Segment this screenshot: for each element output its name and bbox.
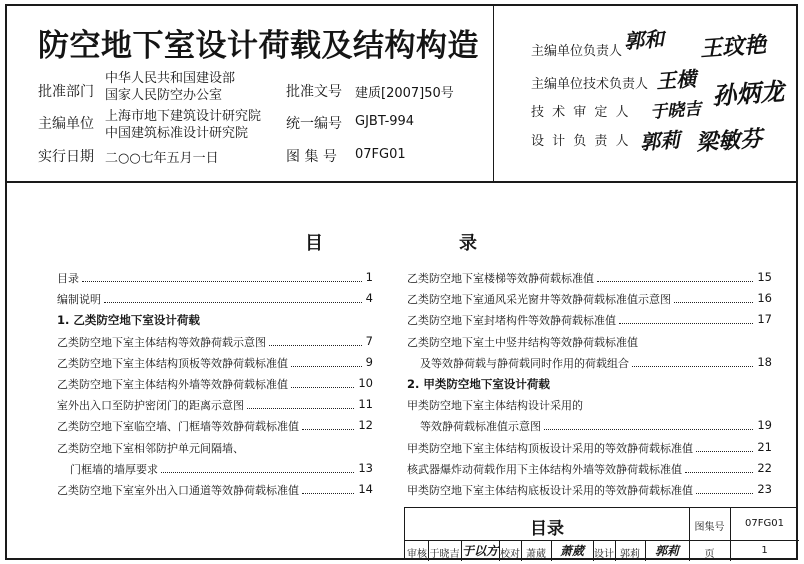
toc-leader-dots (696, 440, 753, 452)
toc-entry-text: 室外出入口至防护密闭门的距离示意图 (57, 399, 244, 413)
toc-entry-text: 甲类防空地下室主体结构底板设计采用的等效静荷载标准值 (407, 484, 693, 497)
atlas-title: 防空地下室设计荷载及结构构造 (38, 28, 479, 64)
toc-entry-text: 等效静荷载标准值示意图 (420, 420, 541, 434)
page-label: 页 (704, 549, 715, 560)
checker-signature: 萧葳 (559, 544, 584, 558)
designer-label: 设计 (594, 549, 614, 560)
chief-unit-tech-head-label: 主编单位技术负责人 (531, 77, 649, 92)
chief-unit-head-signature-1: 郭和 (623, 26, 665, 54)
effective-date-value: 二○○七年五月一日 (105, 151, 219, 166)
toc-page-number: 9 (365, 354, 373, 369)
chief-unit-head-signature-2: 王玟艳 (699, 31, 767, 63)
toc-page-number: 14 (358, 482, 373, 496)
page-number: 1 (761, 545, 768, 556)
toc-page-number: 1 (365, 270, 373, 284)
checker-label: 校对 (500, 549, 520, 560)
sheet-title: 目录 (530, 519, 564, 539)
unified-no-label: 统一编号 (286, 116, 342, 132)
toc-page-number: 7 (365, 333, 373, 348)
checker-name: 萧葳 (526, 549, 546, 560)
toc-title-right-char: 录 (459, 233, 477, 254)
toc-page-number: 23 (757, 482, 772, 496)
toc-page-number: 13 (358, 460, 373, 475)
toc-entry-text: 乙类防空地下室封堵构件等效静荷载标准值 (407, 314, 616, 328)
toc-entry-text: 乙类防空地下室室外出入口通道等效静荷载标准值 (57, 484, 299, 497)
reviewer-label: 审核 (407, 549, 427, 560)
toc-entry-text: 目录 (57, 272, 79, 285)
toc-entry-text: 甲类防空地下室主体结构设计采用的 (407, 399, 583, 413)
toc-leader-dots (291, 355, 362, 367)
toc-section-heading: 1. 乙类防空地下室设计荷载 (57, 313, 200, 328)
title-block-row-divider (405, 540, 799, 541)
technical-approver-label: 技 术 审 定 人 (531, 105, 631, 120)
toc-leader-dots (696, 482, 753, 494)
editor-unit-line-2: 中国建筑标准设计研究院 (105, 126, 249, 141)
toc-leader-dots (632, 355, 753, 367)
toc-page-number: 16 (757, 291, 772, 306)
toc-entry-text: 门框墙的墙厚要求 (70, 462, 158, 476)
toc-leader-dots (674, 291, 753, 303)
header-divider (5, 181, 798, 183)
toc-leader-dots (619, 312, 753, 324)
approval-doc-value: 建质[2007]50号 (355, 86, 454, 101)
toc-page-number: 18 (757, 354, 772, 369)
toc-leader-dots (302, 418, 354, 430)
atlas-number-label: 图集号 (694, 522, 725, 533)
toc-page-number: 11 (358, 397, 373, 412)
editor-unit-label: 主编单位 (38, 116, 94, 132)
design-lead-signature-1: 郭莉 (639, 127, 681, 155)
toc-entry-text: 及等效静荷载与静荷载同时作用的荷载组合 (420, 356, 629, 370)
toc-section-heading: 2. 甲类防空地下室设计荷载 (407, 377, 550, 391)
design-lead-signature-2: 梁敏芬 (695, 125, 763, 157)
technical-approver-signature: 于晓吉 (649, 99, 702, 123)
atlas-number-value: 07FG01 (745, 518, 784, 529)
toc-page-number: 21 (757, 439, 772, 454)
designer-signature: 郭莉 (654, 544, 679, 558)
chief-unit-head-label: 主编单位负责人 (531, 44, 623, 59)
toc-page-number: 10 (358, 376, 373, 390)
toc-page-number: 17 (757, 312, 772, 327)
unified-no-value: GJBT-994 (355, 114, 415, 129)
toc-leader-dots (161, 461, 354, 473)
toc-leader-dots (685, 461, 753, 473)
reviewer-signature: 于以方 (461, 544, 498, 558)
reviewer-name: 于晓吉 (429, 549, 460, 560)
atlas-no-value: 07FG01 (355, 147, 406, 162)
toc-leader-dots (302, 482, 354, 494)
toc-page-number: 22 (757, 460, 772, 475)
effective-date-label: 实行日期 (38, 149, 94, 165)
toc-entry-text: 核武器爆炸动荷载作用下主体结构外墙等效静荷载标准值 (407, 462, 682, 476)
toc-entry-text: 乙类防空地下室主体结构外墙等效静荷载标准值 (57, 378, 288, 391)
toc-page-number: 12 (358, 418, 373, 433)
chief-unit-tech-head-signature-2: 孙炳龙 (711, 76, 786, 111)
toc-entry-text: 乙类防空地下室主体结构顶板等效静荷载标准值 (57, 356, 288, 370)
toc-leader-dots (104, 291, 362, 303)
approval-dept-label: 批准部门 (38, 84, 94, 100)
toc-page-number: 15 (757, 270, 772, 284)
toc-title-left-char: 目 (305, 233, 323, 254)
design-lead-label: 设 计 负 责 人 (531, 134, 631, 149)
toc-leader-dots (544, 418, 753, 430)
chief-unit-tech-head-signature-1: 王横 (655, 66, 697, 94)
toc-entry-text: 乙类防空地下室土中竖井结构等效静荷载标准值 (407, 335, 638, 349)
toc-entry-text: 乙类防空地下室临空墙、门框墙等效静荷载标准值 (57, 420, 299, 434)
toc-entry-text: 乙类防空地下室相邻防护单元间隔墙、 (57, 441, 244, 455)
designer-name: 郭莉 (620, 549, 640, 560)
editor-unit-line-1: 上海市地下建筑设计研究院 (105, 109, 262, 124)
toc-leader-dots (82, 270, 362, 282)
toc-leader-dots (597, 270, 753, 282)
toc-leader-dots (247, 397, 354, 409)
toc-leader-dots (291, 376, 354, 388)
toc-entry-text: 乙类防空地下室通风采光窗井等效静荷载标准值示意图 (407, 293, 671, 307)
toc-entry-text: 乙类防空地下室主体结构等效静荷载示意图 (57, 335, 266, 349)
toc-page-number: 4 (365, 291, 373, 306)
title-block (404, 507, 798, 560)
header-vertical-divider (493, 4, 494, 182)
toc-entry-text: 编制说明 (57, 293, 101, 307)
approval-dept-line-1: 中华人民共和国建设部 (105, 71, 236, 86)
approval-dept-line-2: 国家人民防空办公室 (105, 88, 223, 103)
toc-page-number: 19 (757, 418, 772, 433)
atlas-no-label: 图 集 号 (286, 149, 337, 165)
toc-entry-text: 甲类防空地下室主体结构顶板设计采用的等效静荷载标准值 (407, 441, 693, 455)
toc-leader-dots (269, 334, 362, 346)
approval-doc-label: 批准文号 (286, 84, 342, 100)
toc-entry-text: 乙类防空地下室楼梯等效静荷载标准值 (407, 272, 594, 285)
